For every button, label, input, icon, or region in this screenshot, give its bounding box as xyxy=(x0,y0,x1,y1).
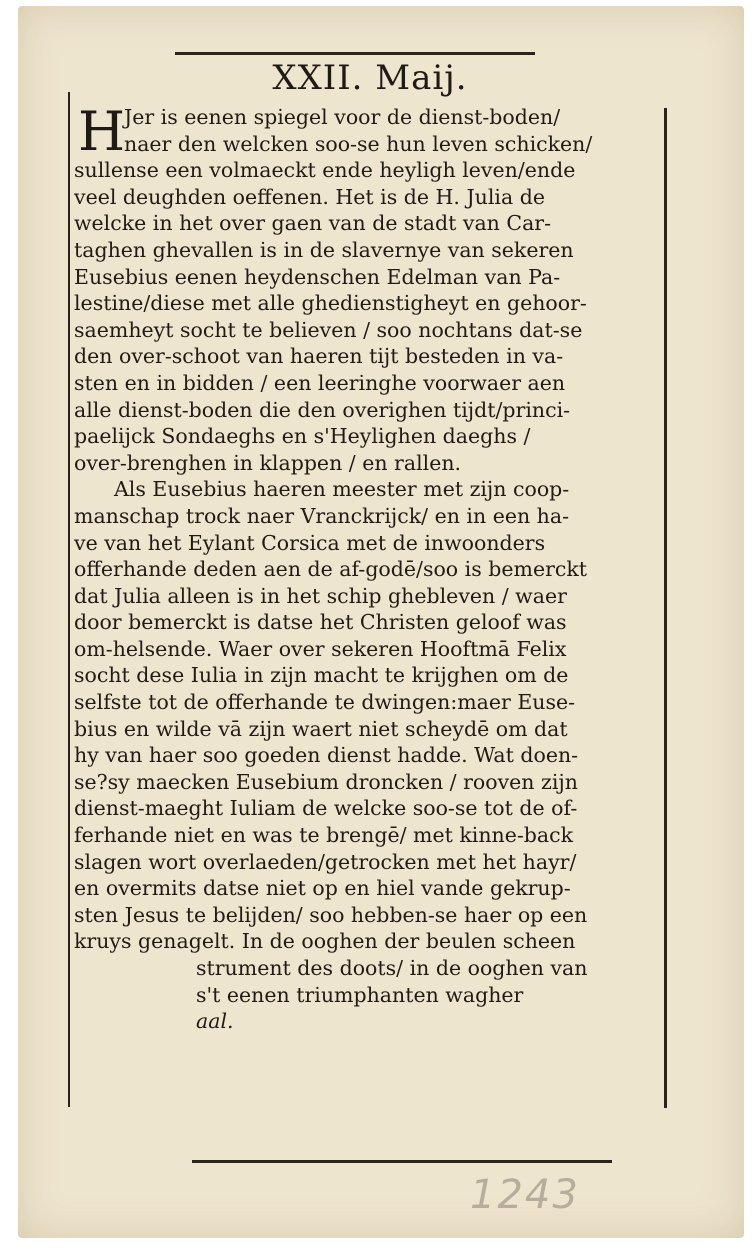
drop-cap: H xyxy=(78,100,126,163)
text-line: hy van haer soo goeden dienst hadde. Wat doen- xyxy=(74,743,579,768)
text-line-torn: aal. xyxy=(196,1009,234,1034)
text-line: Eusebius eenen heydenschen Edelman van Pa- xyxy=(74,264,561,289)
text-line: manschap trock naer Vranckrijck/ en in een ha- xyxy=(74,503,570,528)
text-line: veel deughden oeffenen. Het is de H. Julia de xyxy=(74,184,545,209)
text-line: over-brenghen in klappen / en rallen. xyxy=(74,450,462,475)
text-line: lestine/diese met alle ghedienstigheyt en gehoor- xyxy=(74,291,587,316)
text-line: bius en wilde vā zijn waert niet scheydē om dat xyxy=(74,716,568,741)
top-rule xyxy=(175,52,535,55)
text-line: taghen ghevallen is in de slavernye van sekeren xyxy=(74,237,574,262)
text-line: dienst-maeght Iuliam de welcke soo-se tot de of- xyxy=(74,796,578,821)
text-line: slagen wort overlaeden/getrocken met het hayr/ xyxy=(74,849,577,874)
text-line: sten en in bidden / een leeringhe voorwaer aen xyxy=(74,370,566,395)
bottom-rule xyxy=(192,1160,612,1163)
text-line: welcke in het over gaen van de stadt van Car- xyxy=(74,211,552,236)
text-line: naer den welcken soo-se hun leven schicken/ xyxy=(124,131,593,156)
left-column-rule xyxy=(68,92,70,1107)
text-line: om-helsende. Waer over sekeren Hooftmā Felix xyxy=(74,636,567,661)
text-line: den over-schoot van haeren tijt besteden in va- xyxy=(74,344,564,369)
text-line: door bemerckt is datse het Christen geloof was xyxy=(74,610,567,635)
text-line: sullense een volmaeckt ende heyligh leven/ende xyxy=(74,158,576,183)
page-heading: XXII. Maij. xyxy=(272,58,468,98)
text-line: sten Jesus te belijden/ soo hebben-se haer op een xyxy=(74,902,588,927)
text-line: socht dese Iulia in zijn macht te krijghen om de xyxy=(74,663,569,688)
inventory-number: 1243 xyxy=(470,1172,580,1218)
text-line: Als Eusebius haeren meester met zijn coop- xyxy=(114,477,570,502)
text-line: en overmits datse niet op en hiel vande gekrup- xyxy=(74,876,571,901)
text-line: alle dienst-boden die den overighen tijdt/princi- xyxy=(74,397,571,422)
text-line: kruys genagelt. In de ooghen der beulen scheen xyxy=(74,929,576,954)
text-line: selfste tot de offerhande te dwingen:maer Euse- xyxy=(74,690,576,715)
text-line: se?sy maecken Eusebium droncken / rooven zijn xyxy=(74,769,578,794)
text-line: saemheyt socht te believen / soo nochtans dat-se xyxy=(74,317,583,342)
body-text xyxy=(74,100,664,1035)
text-line: ve van het Eylant Corsica met de inwoonders xyxy=(74,530,546,555)
text-line: ferhande niet en was te brengē/ met kinne-back xyxy=(74,823,574,848)
right-column-rule xyxy=(664,108,667,1108)
text-line-torn: s't eenen triumphanten wagher xyxy=(196,982,524,1007)
text-line: dat Julia alleen is in het schip ghebleven / waer xyxy=(74,583,567,608)
text-line-torn: strument des doots/ in de ooghen van xyxy=(196,956,588,980)
text-line: offerhande deden aen de af-godē/soo is bemerckt xyxy=(74,557,588,582)
text-line: Jer is eenen spiegel voor de dienst-boden/ xyxy=(124,105,561,129)
text-line: paelijck Sondaeghs en s'Heylighen daeghs / xyxy=(74,424,531,449)
